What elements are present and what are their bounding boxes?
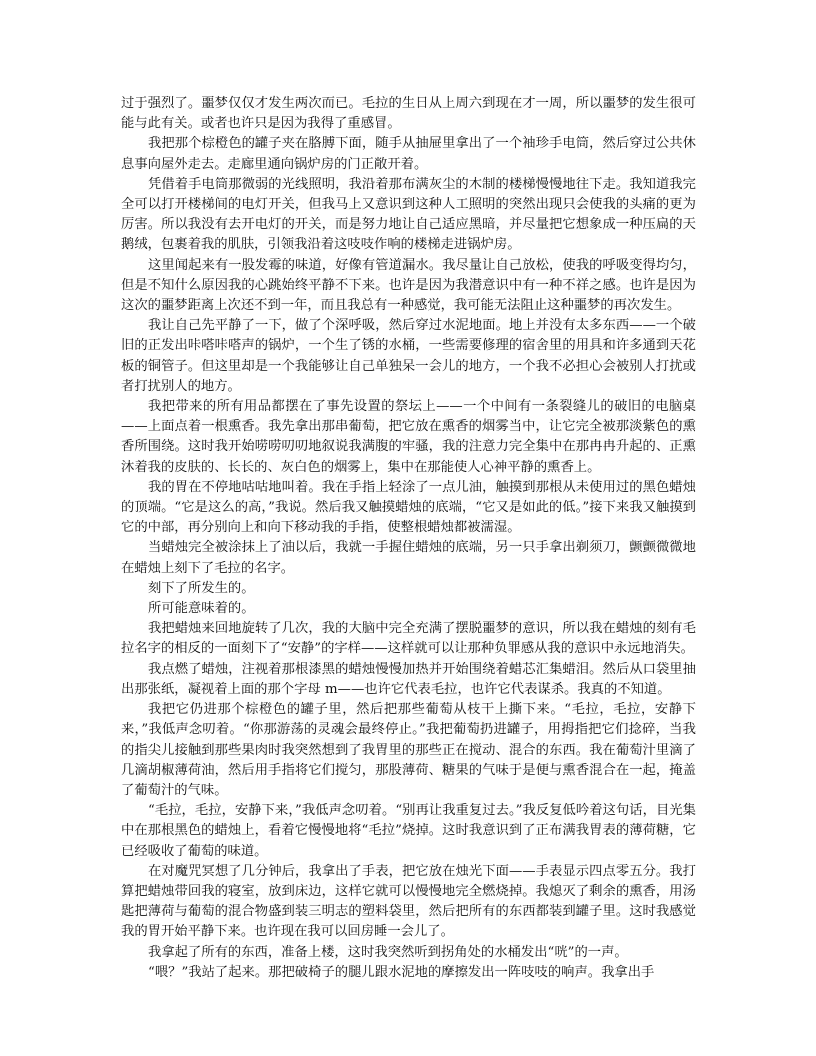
paragraph-9: 刻下了所发生的。 bbox=[148, 580, 255, 596]
paragraph-17: “喂？”我站了起来。那把破椅子的腿儿跟水泥地的摩擦发出一阵吱吱的响声。我拿出手 bbox=[148, 964, 655, 980]
paragraph-11: 我把蜡烛来回地旋转了几次，我的大脑中完全充满了摆脱噩梦的意识，所以我在蜡烛的刻有毛拉名字的相反的一面刻下了“安静”的字样——这样就可以让那种负罪感从我的意识中永远地消失。 bbox=[121, 621, 696, 657]
paragraph-4: 这里闻起来有一股发霉的味道，好像有管道漏水。我尽量让自己放松，使我的呼吸变得均匀，但是不知什么原因我的心跳始终平静不下来。也许是因为我潜意识中有一种不祥之感。也许是因为这次的噩梦距离上次还不到一年，而且我总有一种感觉，我可能无法阻止这种噩梦的再次发生。 bbox=[121, 257, 696, 314]
paragraph-1: 过于强烈了。噩梦仅仅才发生两次而已。毛拉的生日从上周六到现在才一周，所以噩梦的发生很可能与此有关。或者也许只是因为我得了重感冒。 bbox=[121, 96, 696, 132]
paragraph-6: 我把带来的所有用品都摆在了事先设置的祭坛上——一个中间有一条裂缝儿的破旧的电脑桌——上面点着一根熏香。我先拿出那串葡萄，把它放在熏香的烟雾当中，让它完全被那淡紫色的熏香所围绕。这时我开始唠唠叨叨地叙说我满腹的牢骚，我的注意力完全集中在那冉冉升起的、正熏沐着我的皮肤的、长长的、灰白色的烟雾上，集中在那能使人心神平静的熏香上。 bbox=[121, 399, 696, 475]
paragraph-8: 当蜡烛完全被涂抹上了油以后，我就一手握住蜡烛的底端，另一只手拿出剃须刀，颤颤微微地在蜡烛上刻下了毛拉的名字。 bbox=[121, 540, 696, 576]
paragraph-7: 我的胃在不停地咕咕地叫着。我在手指上轻涂了一点儿油，触摸到那根从未使用过的黑色蜡烛的顶端。“它是这么的高，”我说。然后我又触摸蜡烛的底端，“它又是如此的低。”接下来我又触摸到它的中部，再分别向上和向下移动我的手指，使整根蜡烛都被濡湿。 bbox=[121, 479, 696, 536]
paragraph-13: 我把它仍进那个棕橙色的罐子里，然后把那些葡萄从枝干上撕下来。“毛拉，毛拉，安静下来，”我低声念叨着。“你那游荡的灵魂会最终停止。”我把葡萄扔进罐子，用拇指把它们捻碎，当我的指尖儿接触到那些果肉时我突然想到了我胃里的那些正在搅动、混合的东西。我在葡萄汁里滴了几滴胡椒薄荷油，然后用手指将它们搅匀，那股薄荷、糖果的气味于是便与熏香混合在一起，掩盖了葡萄汁的气味。 bbox=[121, 702, 696, 798]
paragraph-3: 凭借着手电筒那微弱的光线照明，我沿着那布满灰尘的木制的楼梯慢慢地往下走。我知道我完全可以打开楼梯间的电灯开关，但我马上又意识到这种人工照明的突然出现只会使我的头痛的更为厉害。所以我没有去开电灯的开关，而是努力地让自己适应黑暗，并尽量把它想象成一种压扁的天鹅绒，包裹着我的肌肤，引领我沿着这吱吱作响的楼梯走进锅炉房。 bbox=[121, 176, 696, 253]
paragraph-5: 我让自己先平静了一下，做了个深呼吸，然后穿过水泥地面。地上并没有太多东西——一个破旧的正发出咔嗒咔嗒声的锅炉，一个生了锈的水桶，一些需要修理的宿舍里的用具和许多通到天花板的铜管子。但这里却是一个我能够让自己单独呆一会儿的地方，一个我不必担心会被别人打扰或者打扰别人的地方。 bbox=[121, 318, 696, 394]
paragraph-14: “毛拉，毛拉，安静下来，”我低声念叨着。“别再让我重复过去。”我反复低吟着这句话，目光集中在那根黑色的蜡烛上，看着它慢慢地将“毛拉”烧掉。这时我意识到了正布满我胃表的薄荷糖，它已经吸收了葡萄的味道。 bbox=[121, 803, 696, 859]
paragraph-16: 我拿起了所有的东西，准备上楼，这时我突然听到拐角处的水桶发出“咣”的一声。 bbox=[148, 944, 628, 960]
paragraph-12: 我点燃了蜡烛，注视着那根漆黑的蜡烛慢慢加热并开始围绕着蜡芯汇集蜡泪。然后从口袋里抽出那张纸，凝视着上面的那个字母 m——也许它代表毛拉，也许它代表谋杀。我真的不知道。 bbox=[121, 661, 696, 697]
paragraph-15: 在对魔咒冥想了几分钟后，我拿出了手表，把它放在烛光下面——手表显示四点零五分。我打算把蜡烛带回我的寝室，放到床边，这样它就可以慢慢地完全燃烧掉。我熄灭了剩余的熏香，用汤匙把薄荷与葡萄的混合物盛到装三明志的塑料袋里，然后把所有的东西都装到罐子里。这时我感觉我的胃开始平静下来。也许现在我可以回房睡一会儿了。 bbox=[121, 863, 696, 940]
paragraph-2: 我把那个棕橙色的罐子夹在胳膊下面，随手从抽屉里拿出了一个袖珍手电筒，然后穿过公共休息事向屋外走去。走廊里通向锅炉房的门正敞开着。 bbox=[121, 136, 696, 172]
paragraph-10: 所可能意味着的。 bbox=[148, 601, 255, 617]
body-text bbox=[121, 94, 696, 983]
